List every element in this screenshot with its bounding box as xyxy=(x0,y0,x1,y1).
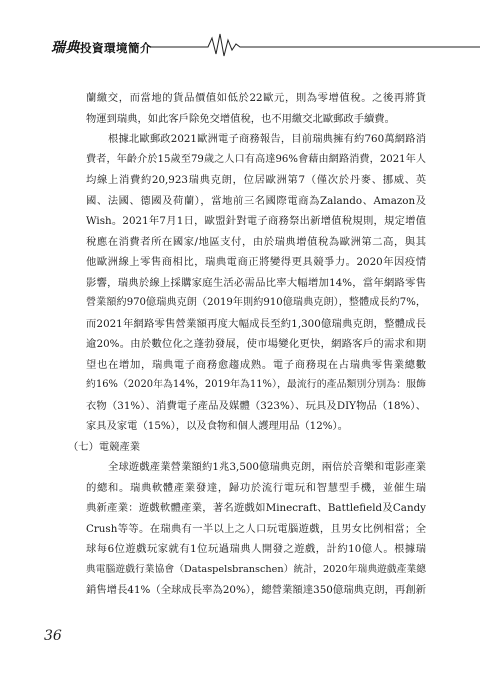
text-line: 球每6位遊戲玩家就有1位玩過瑞典人開發之遊戲，計約10億人。根據瑞 xyxy=(86,543,426,555)
text-line: 逾20%。由於數位化之蓬勃發展，使市場變化更快，網路客戶的需求和期 xyxy=(86,338,426,350)
text-line: 典新產業：遊戲軟體產業，著名遊戲如Minecraft、Battlefield及Candy xyxy=(86,502,426,514)
text-line: 費者，年齡介於15歲至79歲之人口有高達96%會藉由網路消費，2021年人 xyxy=(86,153,426,165)
header-title-rest: 投資環境簡介 xyxy=(80,41,152,55)
text-line: 根據北歐郵政2021歐洲電子商務報告，目前瑞典擁有約760萬網路消 xyxy=(108,133,426,145)
text-line: 望也在增加，瑞典電子商務愈趨成熟。電子商務現在占瑞典零售業總數 xyxy=(86,358,426,371)
header-title xyxy=(51,37,152,57)
text-line: 典電腦遊戲行業協會（Dataspelsbranschen）統計，2020年瑞典遊戲產業總 xyxy=(86,563,426,575)
text-line: 營業額約970億瑞典克朗（2019年則約910億瑞典克朗），整體成長約7%， xyxy=(86,297,426,308)
text-line: 而2021年網路零售營業額再度大幅成長至約1,300億瑞典克朗，整體成長 xyxy=(86,317,426,330)
text-line: Crush等等。在瑞典有一半以上之人口玩電腦遊戲，且男女比例相當；全 xyxy=(86,522,426,535)
text-line: 的總和。瑞典軟體產業發達，歸功於流行電玩和智慧型手機，並催生瑞 xyxy=(86,481,426,494)
text-line: Wish。2021年7月1日，歐盟針對電子商務祭出新增值稅規則，規定增值 xyxy=(86,215,426,227)
page-number: 36 xyxy=(44,628,62,644)
running-header xyxy=(0,0,480,70)
text-line: 全球遊戲產業營業額約1兆3,500億瑞典克朗，兩倍於音樂和電影產業 xyxy=(108,461,426,473)
text-line: 衣物（31%）、消費電子產品及媒體（323%）、玩具及DIY物品（18%）、 xyxy=(86,399,426,412)
section-heading: （七）電競產業 xyxy=(68,440,141,453)
body-text xyxy=(68,88,426,601)
text-line: 蘭繳交，而當地的貨品價值如低於22歐元，則為零增值稅。之後再將貨 xyxy=(86,92,426,104)
text-line: 稅應在消費者所在國家/地區支付，由於瑞典增值稅為歐洲第二高，與其 xyxy=(86,235,426,248)
text-line: 家具及家電（15%），以及食物和個人護理用品（12%）。 xyxy=(86,420,349,432)
text-line: 影響，瑞典於線上採購家庭生活必需品比率大幅增加14%，當年網路零售 xyxy=(86,276,426,289)
text-line: 國、法國、德國及荷蘭），當地前三名國際電商為Zalando、Amazon及 xyxy=(86,194,426,207)
text-line: 他歐洲線上零售商相比，瑞典電商正將變得更具競爭力。2020年因疫情 xyxy=(86,256,426,268)
text-line: 銷售增長41%（全球成長率為20%），總營業額達350億瑞典克朗，再創新 xyxy=(86,584,426,596)
text-line: 物運到瑞典，如此客戶除免交增值稅，也不用繳交北歐郵政手續費。 xyxy=(86,112,395,125)
text-line: 約16%（2020年為14%，2019年為11%），最流行的產品類別分別為：服飾 xyxy=(86,379,426,390)
header-title-country: 瑞典 xyxy=(51,40,80,56)
text-line: 均線上消費約20,923瑞典克朗，位居歐洲第7（僅次於丹麥、挪威、英 xyxy=(86,174,426,186)
